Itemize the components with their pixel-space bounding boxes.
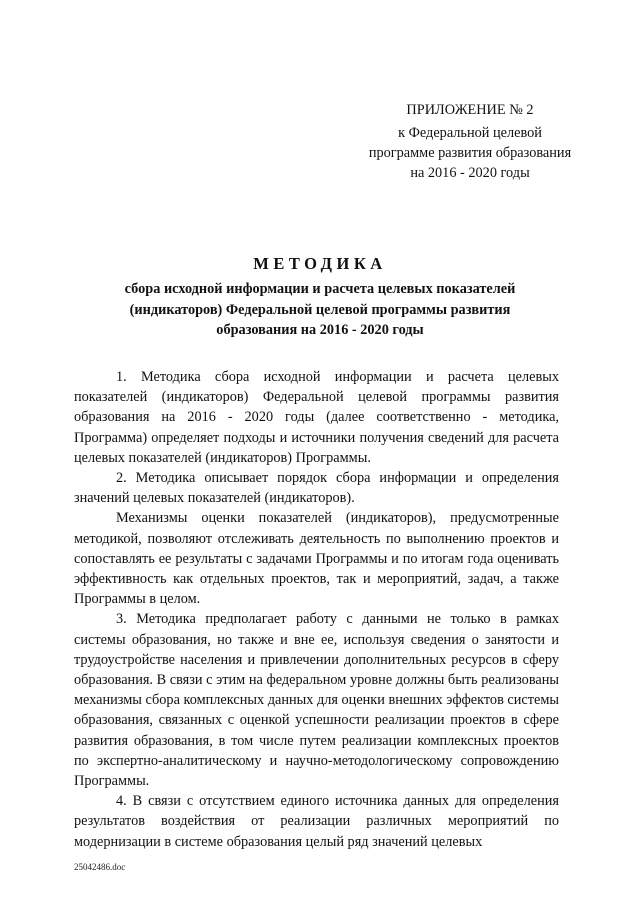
subtitle-line: (индикаторов) Федеральной целевой программы развития	[129, 301, 511, 318]
paragraph: 1. Методика сбора исходной информации и расчета целевых показателей (индикаторов) Федеральной целевой программы развития образования на 2016 - 2020 годы (далее соответственно - методика, Программа) определяет подходы и источники получения сведений для расчета целевых показателей (индикаторов) Программы.	[74, 369, 559, 466]
paragraph: 2. Методика описывает порядок сбора информации и определения значений целевых показателей (индикаторов).	[74, 470, 559, 507]
footer-doc-id: 25042486.doc	[74, 862, 126, 872]
paragraph: 3. Методика предполагает работу с данными не только в рамках системы образования, но также и вне ее, используя сведения о занятости и трудоустройстве населения и привлечении дополнительных ресурсов в сферу образования. В связи с этим на федеральном уровне должны быть реализованы механизмы сбора комплексных данных для оценки внешних эффектов системы образования, связанных с оценкой успешности реализации проектов в сфере развития образования, в том числе путем реализации комплексных проектов по экспертно-аналитическому и научно-методологическому сопровождению Программы.	[74, 611, 559, 790]
appendix-number: ПРИЛОЖЕНИЕ № 2	[406, 102, 534, 118]
subtitle-line: образования на 2016 - 2020 годы	[216, 322, 424, 338]
document-title: МЕТОДИКА	[253, 254, 387, 273]
appendix-reference	[360, 123, 580, 183]
appendix-line: к Федеральной целевой	[398, 125, 542, 141]
appendix-line: на 2016 - 2020 годы	[410, 165, 530, 181]
subtitle-line: сбора исходной информации и расчета целевых показателей	[124, 281, 516, 297]
paragraph: 4. В связи с отсутствием единого источника данных для определения результатов воздействия от реализации различных мероприятий по модернизации в системе образования целый ряд значений целевых	[74, 793, 559, 850]
appendix-line: программе развития образования	[368, 145, 572, 161]
document-body	[74, 367, 559, 852]
document-subtitle	[90, 279, 550, 341]
paragraph: Механизмы оценки показателей (индикаторов), предусмотренные методикой, позволяют отслеживать деятельность по выполнению проектов и сопоставлять ее результаты с задачами Программы и по итогам года оценивать эффективность как отдельных проектов, так и мероприятий, задач, а также Программы в целом.	[74, 510, 559, 608]
